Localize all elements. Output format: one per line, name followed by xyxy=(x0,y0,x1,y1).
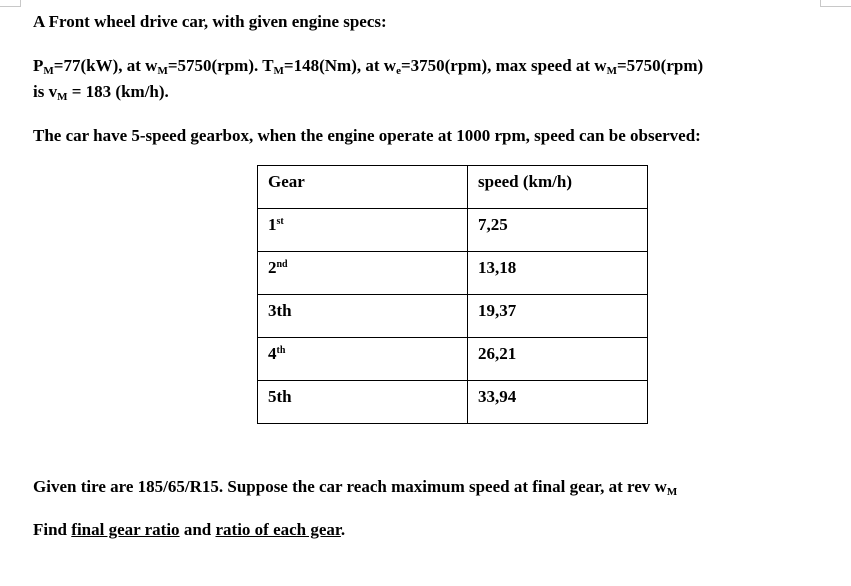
spec-subscript: e xyxy=(396,65,401,77)
gear-suffix: th xyxy=(276,345,286,356)
engine-specs-line xyxy=(33,56,703,77)
spec-subscript: M xyxy=(57,91,68,103)
spec-subscript: M xyxy=(273,65,284,77)
find-text: . xyxy=(340,520,346,539)
max-speed-line xyxy=(33,82,169,103)
gear-speed-table xyxy=(257,165,648,424)
gear-cell xyxy=(258,252,468,295)
page-corner-mark-left xyxy=(0,0,21,7)
table-row xyxy=(258,338,648,381)
find-text: Find xyxy=(33,520,72,539)
gear-suffix: st xyxy=(276,216,284,227)
table-header-row xyxy=(258,166,648,209)
gear-ratio-text: ratio of each gear xyxy=(215,520,341,539)
table-row xyxy=(258,209,648,252)
speed-cell: 26,21 xyxy=(468,338,648,381)
spec-text: is v xyxy=(33,82,58,101)
speed-cell: 7,25 xyxy=(468,209,648,252)
given-text: Given tire are 185/65/R15. Suppose the car reach maximum speed at final gear, at rev w xyxy=(33,477,667,496)
find-line xyxy=(33,520,345,540)
gear-number: 1 xyxy=(268,215,277,234)
gear-number: 4 xyxy=(268,344,277,363)
spec-text: =3750(rpm), max speed at w xyxy=(400,56,607,75)
intro-line: A Front wheel drive car, with given engine specs: xyxy=(33,12,387,31)
gear-cell xyxy=(258,381,468,424)
given-subscript: M xyxy=(666,486,678,498)
header-gear: Gear xyxy=(258,166,468,209)
gear-cell xyxy=(258,338,468,381)
spec-text: =5750(rpm). T xyxy=(167,56,274,75)
spec-text: = 183 (km/h). xyxy=(67,82,169,101)
header-speed: speed (km/h) xyxy=(468,166,648,209)
spec-text: =148(Nm), at w xyxy=(283,56,397,75)
gear-suffix: nd xyxy=(276,259,288,270)
gear-number: 2 xyxy=(268,258,277,277)
spec-text: =5750(rpm) xyxy=(616,56,704,75)
given-tire-line xyxy=(33,477,677,498)
table-row xyxy=(258,252,648,295)
final-gear-ratio-text: final gear ratio xyxy=(71,520,180,539)
find-text: and xyxy=(179,520,216,539)
table-row xyxy=(258,295,648,338)
speed-cell: 19,37 xyxy=(468,295,648,338)
spec-subscript: M xyxy=(43,65,54,77)
spec-text: =77(kW), at w xyxy=(53,56,158,75)
page-corner-mark-right xyxy=(820,0,851,7)
gear-number: 3th xyxy=(268,301,292,320)
spec-subscript: M xyxy=(157,65,168,77)
speed-cell: 13,18 xyxy=(468,252,648,295)
spec-text: P xyxy=(33,56,44,75)
gear-cell xyxy=(258,295,468,338)
gearbox-line: The car have 5-speed gearbox, when the engine operate at 1000 rpm, speed can be observed: xyxy=(33,126,701,145)
gear-number: 5th xyxy=(268,387,292,406)
speed-cell: 33,94 xyxy=(468,381,648,424)
spec-subscript: M xyxy=(606,65,617,77)
table-row xyxy=(258,381,648,424)
gear-cell xyxy=(258,209,468,252)
